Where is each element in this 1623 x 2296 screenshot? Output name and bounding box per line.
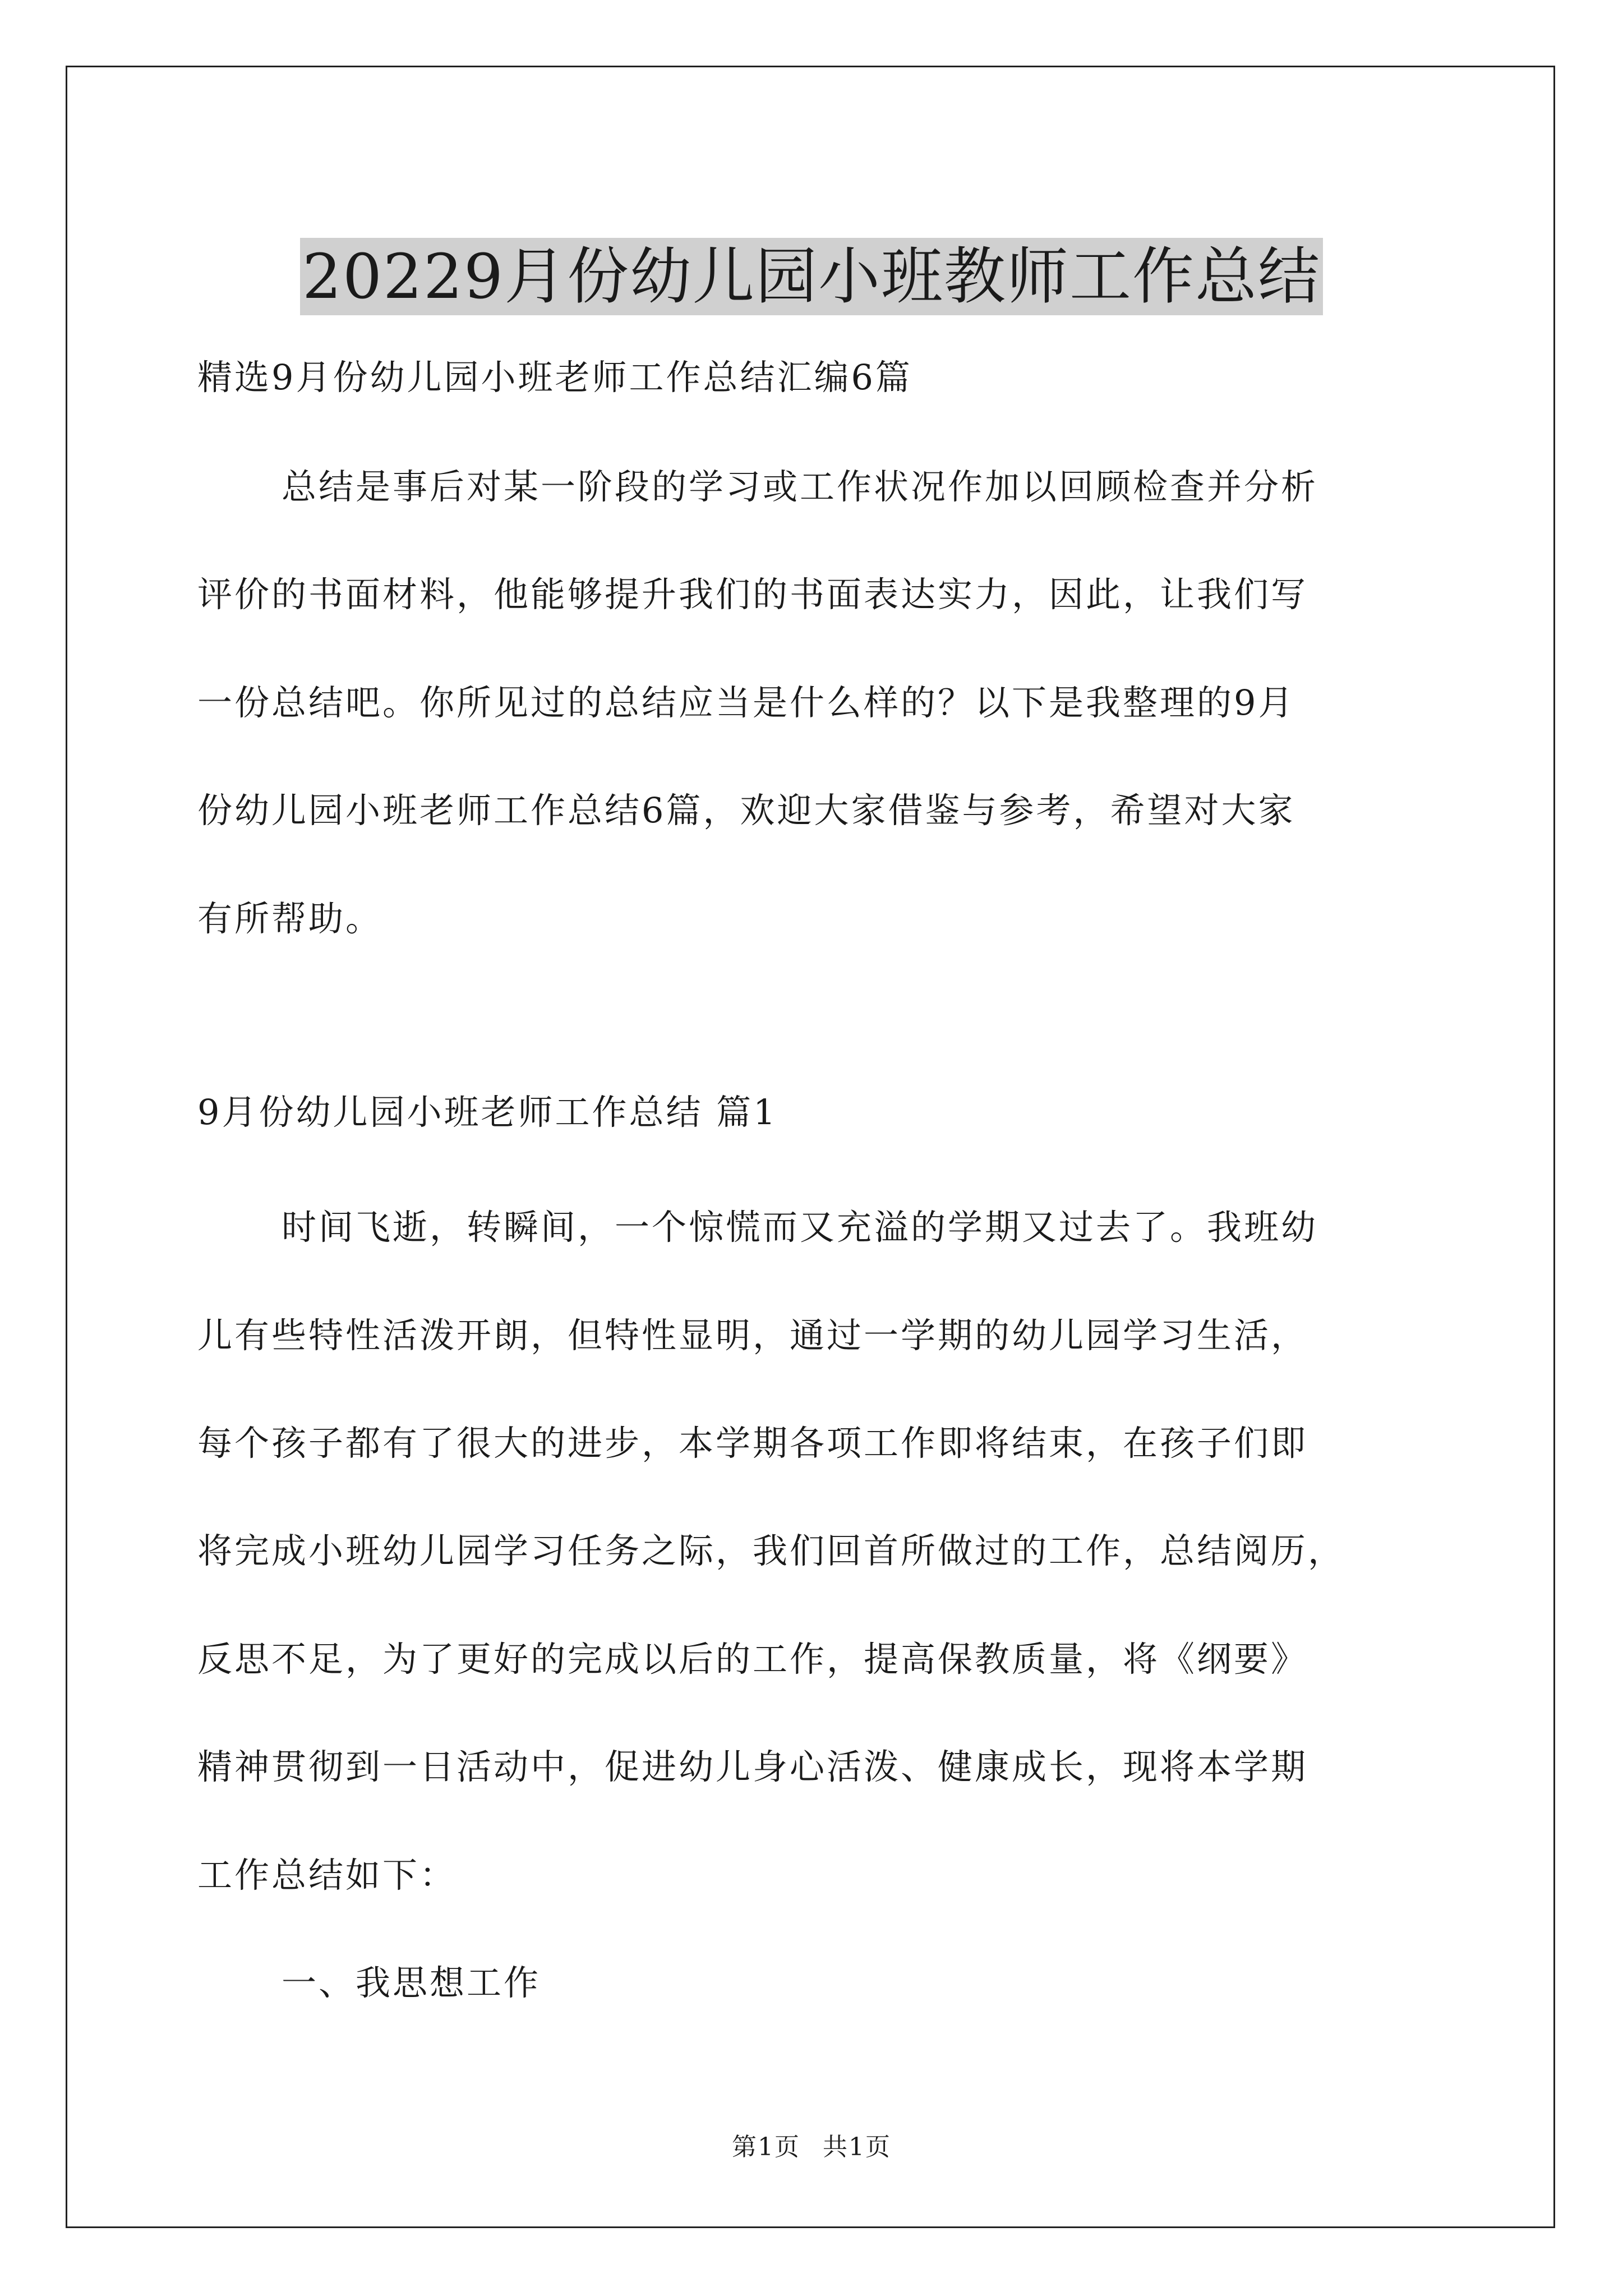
intro-line: 总结是事后对某一阶段的学习或工作状况作加以回顾检查并分析 — [282, 466, 1318, 507]
body-line: 将完成小班幼儿园学习任务之际，我们回首所做过的工作，总结阅历， — [197, 1530, 1345, 1571]
body-line: 工作总结如下： — [197, 1855, 457, 1895]
document-subtitle: 精选9月份幼儿园小班老师工作总结汇编6篇 — [197, 357, 912, 398]
title-container — [0, 196, 1623, 356]
page-number-current: 第1页 — [732, 2133, 800, 2161]
intro-line: 一份总结吧。你所见过的总结应当是什么样的？以下是我整理的9月 — [197, 682, 1295, 723]
body-line: 精神贯彻到一日活动中，促进幼儿身心活泼、健康成长，现将本学期 — [197, 1746, 1308, 1787]
page-number-total: 共1页 — [823, 2133, 891, 2161]
section-heading: 9月份幼儿园小班老师工作总结 篇1 — [197, 1092, 778, 1133]
document-title: 20229月份幼儿园小班教师工作总结 — [300, 238, 1323, 315]
intro-line: 份幼儿园小班老师工作总结6篇，欢迎大家借鉴与参考，希望对大家 — [197, 790, 1295, 831]
intro-line: 评价的书面材料，他能够提升我们的书面表达实力，因此，让我们写 — [197, 574, 1308, 615]
body-line: 每个孩子都有了很大的进步，本学期各项工作即将结束，在孩子们即 — [197, 1423, 1308, 1464]
intro-line: 有所帮助。 — [197, 898, 383, 939]
page-footer — [0, 2132, 1623, 2163]
body-line: 反思不足，为了更好的完成以后的工作，提高保教质量，将《纲要》 — [197, 1639, 1308, 1680]
body-line: 儿有些特性活泼开朗，但特性显明，通过一学期的幼儿园学习生活， — [197, 1315, 1308, 1356]
subheading: 一、我思想工作 — [282, 1962, 541, 2003]
body-line: 时间飞逝，转瞬间，一个惊慌而又充溢的学期又过去了。我班幼 — [282, 1207, 1318, 1248]
